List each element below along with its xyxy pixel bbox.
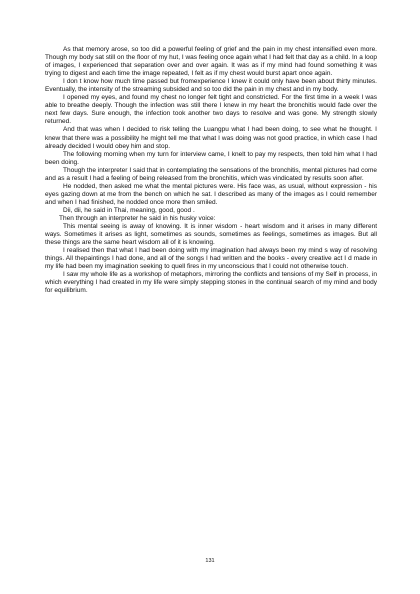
paragraph: I don t know how much time passed but fromexperience I knew it could only have been about thirty minutes. Eventually, the intensity of the streaming subsided and so too did the pain in my chest and in my body.	[45, 78, 377, 94]
paragraph: This mental seeing is away of knowing. It is inner wisdom - heart wisdom and it arises in many different ways. Sometimes it arises as light, sometimes as sounds, sometimes as feelings, sometimes as images. But all these things are the same heart wisdom all of it is knowing.	[45, 223, 377, 247]
paragraph: I realised then that what I had been doing with my imagination had always been my mind s way of resolving things. All thepaintings I had done, and all of the songs I had written and the books - every creative act I d made in my life had been my imagination seeking to quell fires in my unconscious that I could not otherwise touch.	[45, 247, 377, 271]
paragraph: The following morning when my turn for interview came, I knelt to pay my respects, then told him what I had been doing.	[45, 150, 377, 166]
paragraph: Though the interpreter I said that in contemplating the sensations of the bronchitis, mental pictures had come and as a result I had a feeling of being released from the bronchitis, which was vindicated by results soon after.	[45, 166, 377, 182]
body-text	[45, 46, 377, 295]
paragraph: Then through an interpreter he said in his husky voice:	[59, 214, 216, 222]
paragraph: He nodded, then asked me what the mental pictures were. His face was, as usual, without expression - his eyes gazing down at me from the bench on which he sat. I described as many of the images as I could remember and when I had finished, he nodded once more then smiled.	[45, 182, 377, 206]
paragraph: I saw my whole life as a workshop of metaphors, mirroring the conflicts and tensions of my Self in process, in which everything I had created in my life were simply stepping stones in the continual search of my mind and body for equilibrium.	[45, 271, 377, 295]
paragraph: Dii, dii, he said in Thai, meaning, good, good .	[63, 206, 195, 214]
paragraph: And that was when I decided to risk telling the Luangpu what I had been doing, to see what he thought. I knew that there was a possibility he might tell me that what I was doing was not good practice, in which case I had already decided I would obey him and stop.	[45, 126, 377, 150]
paragraph: As that memory arose, so too did a powerful feeling of grief and the pain in my chest intensified even more. Though my body sat still on the floor of my hut, I was feeling once again what I had felt that day as a child. In a loop of images, I experienced that separation over and over again. It was as if my mind had found something it was trying to digest and each time the image repeated, I felt as if my chest would burst apart once again.	[45, 46, 377, 78]
paragraph: I opened my eyes, and found my chest no longer felt tight and constricted. For the first time in a week I was able to breathe deeply. Though the infection was still there I knew in my heart the bronchitis would fade over the next few days. Sure enough, the infection took another two days to resolve and was gone. My strength slowly returned.	[45, 94, 377, 126]
page-number: 131	[205, 558, 215, 564]
